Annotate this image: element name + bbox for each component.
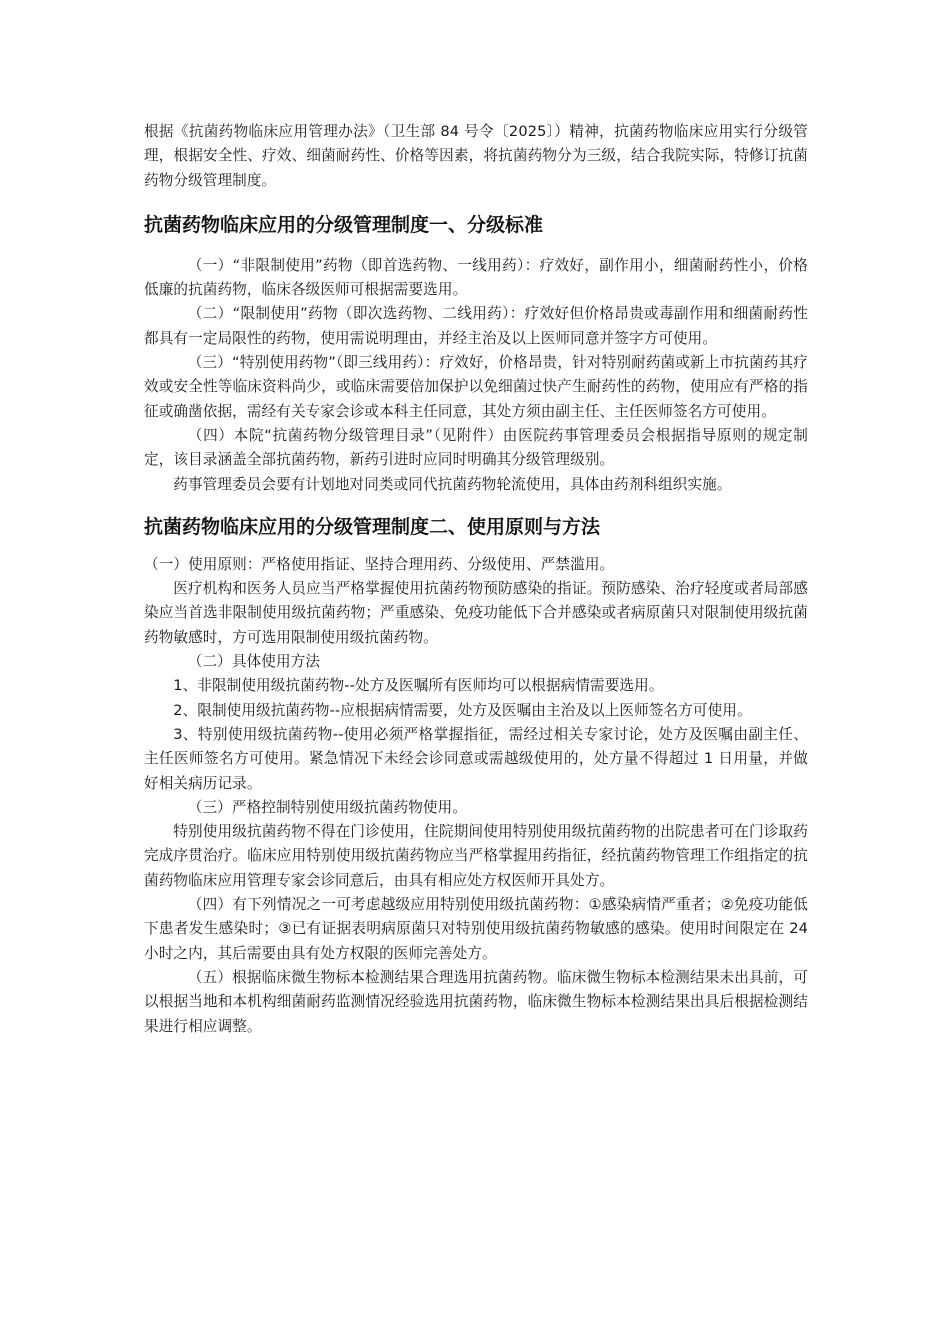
section2-paragraph-10: （五）根据临床微生物标本检测结果合理选用抗菌药物。临床微生物标本检测结果未出具前，可以根据当地和本机构细菌耐药监测情况经验选用抗菌药物，临床微生物标本检测结果出具后根据检测结果进行相应调整。: [144, 968, 808, 1035]
section1-paragraph-3: （三）“特别使用药物”（即三线用药）：疗效好，价格昂贵，针对特别耐药菌或新上市抗菌药其疗效或安全性等临床资料尚少，或临床需要倍加保护以免细菌过快产生耐药性的药物，使用应有严格的指征或确凿依据，需经有关专家会诊或本科主任同意，其处方须由副主任、主任医师签名方可使用。: [144, 354, 808, 420]
section2-paragraph-2: 医疗机构和医务人员应当严格掌握使用抗菌药物预防感染的指证。预防感染、治疗轻度或者局部感染应当首选非限制使用级抗菌药物；严重感染、免疫功能低下合并感染或者病原菌只对限制使用级抗菌药物敏感时，方可选用限制使用级抗菌药物。: [144, 580, 808, 646]
section1-paragraph-4: （四）本院“抗菌药物分级管理目录”（见附件）由医院药事管理委员会根据指导原则的规定制定，该目录涵盖全部抗菌药物，新药引进时应同时明确其分级管理级别。: [144, 426, 808, 469]
section2-paragraph-1: （一）使用原则：严格使用指证、坚持合理用药、分级使用、严禁滥用。: [144, 555, 615, 573]
section2-heading: 抗菌药物临床应用的分级管理制度二、使用原则与方法: [144, 515, 601, 538]
section2-paragraph-5: 2、限制使用级抗菌药物--应根据病情需要，处方及医嘱由主治及以上医师签名方可使用。: [173, 701, 752, 719]
document-page: [144, 120, 808, 1039]
section2-paragraph-7: （三）严格控制特别使用级抗菌药物使用。: [187, 798, 467, 816]
section2-paragraph-9: （四）有下列情况之一可考虑越级应用特别使用级抗菌药物：①感染病情严重者；②免疫功能低下患者发生感染时；③已有证据表明病原菌只对特别使用级抗菌药物敏感的感染。使用时间限定在 24 小时之内，其后需要由具有处方权限的医师完善处方。: [144, 896, 808, 962]
section2-paragraph-4: 1、非限制使用级抗菌药物--处方及医嘱所有医师均可以根据病情需要选用。: [173, 677, 664, 695]
section2-paragraph-8: 特别使用级抗菌药物不得在门诊使用，住院期间使用特别使用级抗菌药物的出院患者可在门诊取药完成序贯治疗。临床应用特别使用级抗菌药物应当严格掌握用药指征，经抗菌药物管理工作组指定的抗菌药物临床应用管理专家会诊同意后，由具有相应处方权医师开具处方。: [144, 823, 808, 889]
section1-paragraph-5: 药事管理委员会要有计划地对同类或同代抗菌药物轮流使用，具体由药剂科组织实施。: [173, 475, 732, 493]
section2-paragraph-3: （二）具体使用方法: [187, 653, 321, 671]
intro-paragraph: 根据《抗菌药物临床应用管理办法》（卫生部 84 号令〔2025〕）精神，抗菌药物临床应用实行分级管理，根据安全性、疗效、细菌耐药性、价格等因素，将抗菌药物分为三级，结合我院实际，特修订抗菌药物分级管理制度。: [144, 123, 808, 189]
section1-paragraph-1: （一）“非限制使用”药物（即首选药物、一线用药）：疗效好，副作用小，细菌耐药性小，价格低廉的抗菌药物，临床各级医师可根据需要选用。: [144, 256, 808, 299]
section1-paragraph-2: （二）“限制使用”药物（即次选药物、二线用药）：疗效好但价格昂贵或毒副作用和细菌耐药性都具有一定局限性的药物，使用需说明理由，并经主治及以上医师同意并签字方可使用。: [144, 305, 808, 347]
section2-paragraph-6: 3、特别使用级抗菌药物--使用必须严格掌握指征，需经过相关专家讨论，处方及医嘱由副主任、主任医师签名方可使用。紧急情况下未经会诊同意或需越级使用的，处方量不得超过 1 日用量，并做好相关病历记录。: [144, 725, 808, 792]
section1-heading: 抗菌药物临床应用的分级管理制度一、分级标准: [144, 213, 544, 236]
